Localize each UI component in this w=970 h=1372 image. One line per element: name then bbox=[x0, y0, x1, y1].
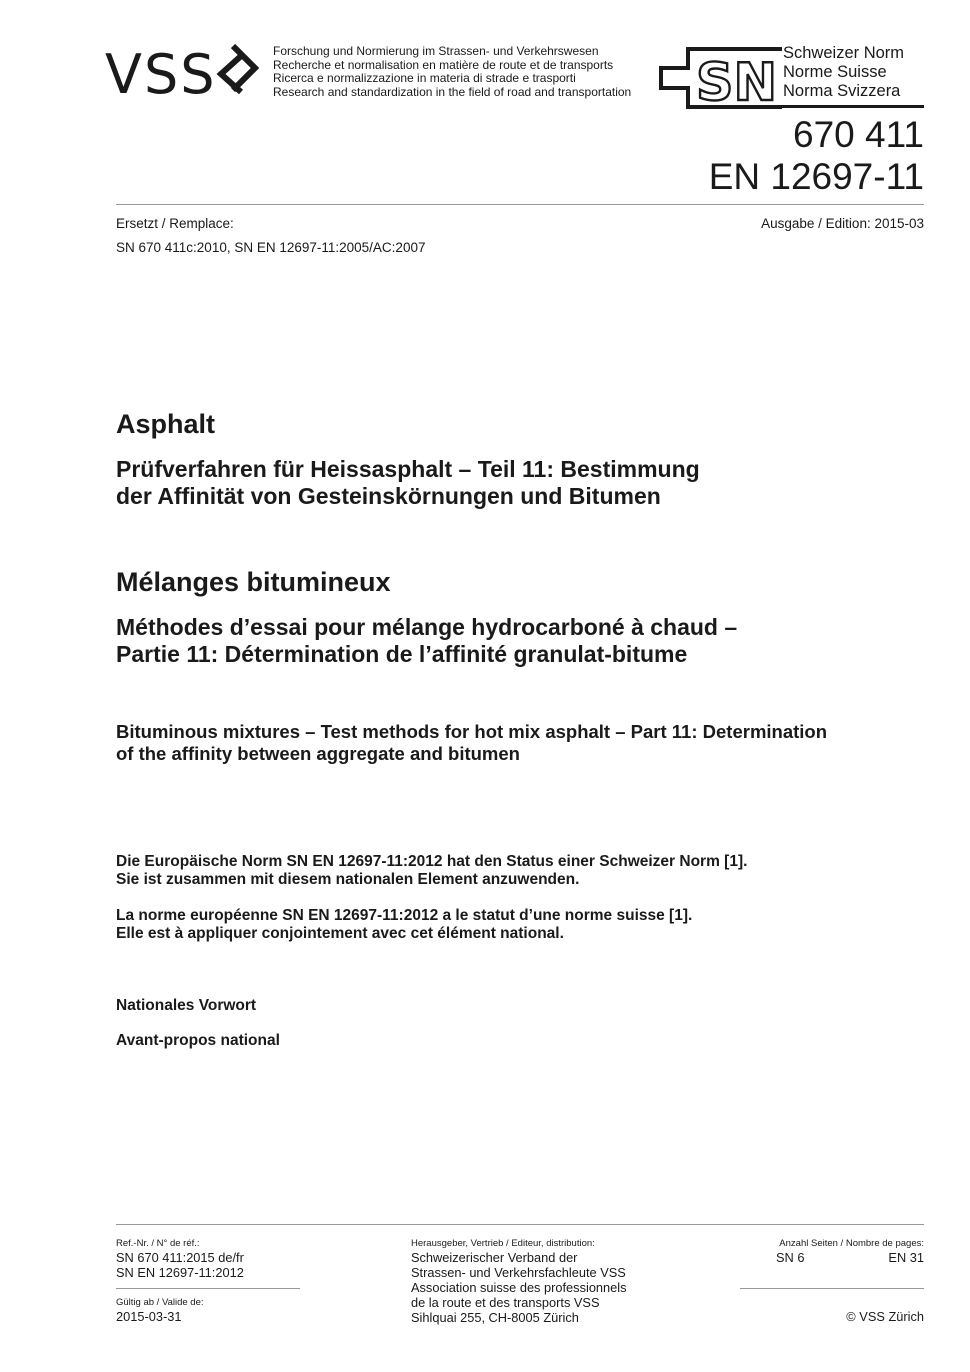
foreword-heading-de: Nationales Vorwort bbox=[116, 997, 257, 1014]
reference-block bbox=[116, 1238, 244, 1280]
pages-divider bbox=[740, 1288, 924, 1289]
reference-value: SN EN 12697-11:2012 bbox=[116, 1265, 244, 1280]
en-number: EN 12697-11 bbox=[708, 156, 924, 197]
vss-description-line: Recherche et normalisation en matière de route et de transports bbox=[273, 57, 614, 72]
status-de-line: Die Europäische Norm SN EN 12697-11:2012 hat den Status einer Schweizer Norm [1]. bbox=[116, 853, 748, 870]
sn-logo bbox=[656, 44, 782, 112]
validity-block bbox=[116, 1297, 204, 1324]
title-en-line: of the affinity between aggregate and bitumen bbox=[116, 743, 520, 764]
pages-sn: SN 6 bbox=[776, 1250, 805, 1265]
copyright: © VSS Zürich bbox=[846, 1309, 924, 1324]
publisher-block bbox=[411, 1238, 627, 1325]
pages-block bbox=[740, 1238, 924, 1265]
status-fr bbox=[116, 907, 692, 943]
publisher-line: Schweizerischer Verband der bbox=[411, 1250, 578, 1265]
sn-names bbox=[783, 44, 904, 101]
title-fr: Mélanges bitumineux bbox=[116, 567, 391, 597]
publisher-line: Association suisse des professionnels bbox=[411, 1280, 627, 1295]
sn-name-it: Norma Svizzera bbox=[783, 82, 901, 100]
publisher-line: Strassen- und Verkehrsfachleute VSS bbox=[411, 1265, 626, 1280]
status-fr-line: Elle est à appliquer conjointement avec cet élément national. bbox=[116, 925, 564, 942]
pages-en: EN 31 bbox=[888, 1250, 924, 1265]
status-de bbox=[116, 853, 747, 889]
reference-value: SN 670 411:2015 de/fr bbox=[116, 1250, 244, 1265]
pages-label: Anzahl Seiten / Nombre de pages: bbox=[779, 1238, 924, 1249]
footer-divider bbox=[116, 1224, 924, 1225]
subtitle-de-line: der Affinität von Gesteinskörnungen und Bitumen bbox=[116, 483, 661, 509]
sn-logo-text: SN bbox=[696, 53, 777, 112]
title-de: Asphalt bbox=[116, 409, 216, 439]
vss-description-line: Forschung und Normierung im Strassen- und Verkehrswesen bbox=[273, 44, 599, 58]
reference-label: Ref.-Nr. / N° de réf.: bbox=[116, 1238, 200, 1249]
sn-underline bbox=[782, 105, 924, 108]
subtitle-de bbox=[116, 456, 700, 510]
standard-number: 670 411 bbox=[793, 114, 924, 155]
status-fr-line: La norme européenne SN EN 12697-11:2012 a le statut d’une norme suisse [1]. bbox=[116, 907, 693, 924]
replaces-label: Ersetzt / Remplace: bbox=[116, 216, 234, 231]
subtitle-fr bbox=[116, 614, 737, 668]
subtitle-fr-line: Partie 11: Détermination de l’affinité granulat-bitume bbox=[116, 641, 688, 667]
status-de-line: Sie ist zusammen mit diesem nationalen Element anzuwenden. bbox=[116, 871, 580, 888]
publisher-line: de la route et des transports VSS bbox=[411, 1295, 600, 1310]
validity-value: 2015-03-31 bbox=[116, 1309, 182, 1324]
sn-name-fr: Norme Suisse bbox=[783, 63, 887, 81]
title-en bbox=[116, 721, 827, 765]
publisher-label: Herausgeber, Vertrieb / Editeur, distribution: bbox=[411, 1238, 595, 1249]
header-divider bbox=[116, 204, 924, 205]
vss-logo bbox=[105, 40, 265, 102]
subtitle-de-line: Prüfverfahren für Heissasphalt – Teil 11: Bestimmung bbox=[116, 456, 700, 482]
title-en-line: Bituminous mixtures – Test methods for hot mix asphalt – Part 11: Determination bbox=[116, 721, 828, 742]
edition-label: Ausgabe / Edition: 2015-03 bbox=[761, 216, 924, 231]
vss-logo-text: VSS bbox=[105, 43, 217, 102]
vss-description bbox=[273, 45, 631, 99]
vss-description-line: Research and standardization in the field of road and transportation bbox=[273, 84, 632, 99]
sn-name-de: Schweizer Norm bbox=[783, 44, 905, 62]
reference-divider bbox=[116, 1288, 300, 1289]
subtitle-fr-line: Méthodes d’essai pour mélange hydrocarboné à chaud – bbox=[116, 614, 738, 640]
vss-description-line: Ricerca e normalizzazione in materia di strade e trasporti bbox=[273, 71, 576, 86]
publisher-line: Sihlquai 255, CH-8005 Zürich bbox=[411, 1310, 579, 1325]
replaces-value: SN 670 411c:2010, SN EN 12697-11:2005/AC:2007 bbox=[116, 240, 426, 255]
validity-label: Gültig ab / Valide de: bbox=[116, 1297, 204, 1308]
foreword-heading-fr: Avant-propos national bbox=[116, 1032, 280, 1049]
pages-row bbox=[740, 1250, 924, 1265]
